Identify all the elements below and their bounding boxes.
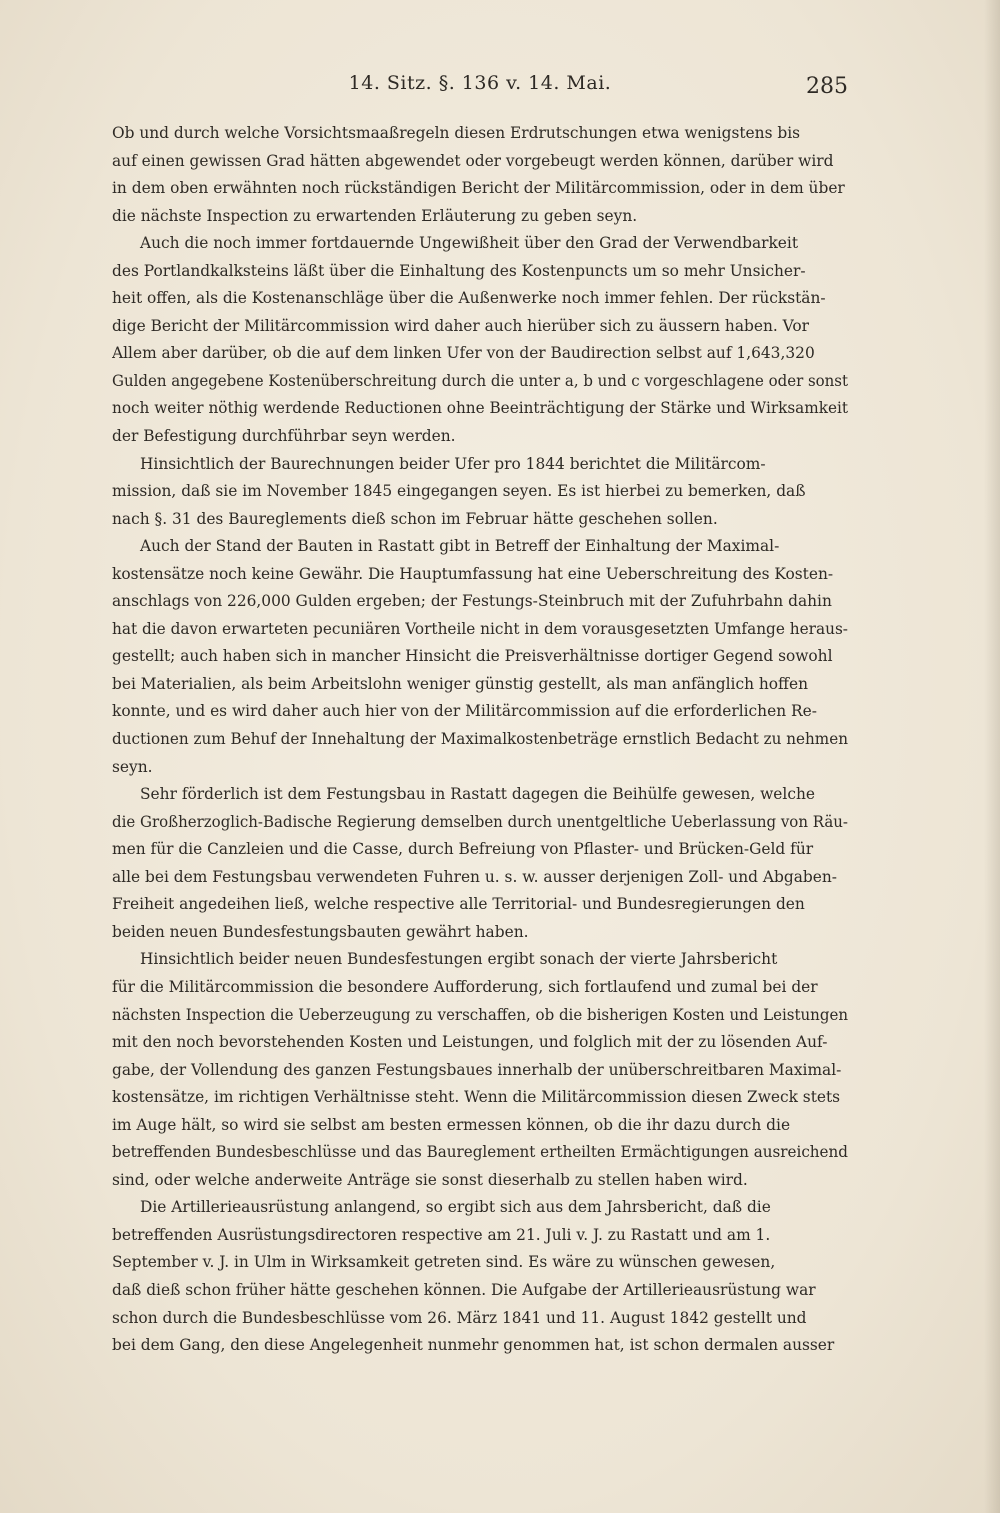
text-line: Auch der Stand der Bauten in Rastatt gibt in Betreff der Einhaltung der Maximal- (140, 537, 780, 556)
text-line: mit den noch bevorstehenden Kosten und Leistungen, und folglich mit der zu lösenden Auf- (112, 1033, 828, 1052)
paragraph (112, 533, 848, 781)
text-line: Freiheit angedeihen ließ, welche respective alle Territorial- und Bundesregierungen den (112, 895, 805, 914)
paragraph (112, 451, 848, 534)
text-line: auf einen gewissen Grad hätten abgewendet oder vorgebeugt werden können, darüber wird (112, 151, 834, 170)
page-header (112, 72, 848, 106)
text-line: kostensätze noch keine Gewähr. Die Hauptumfassung hat eine Ueberschreitung des Kosten- (112, 564, 834, 583)
text-line: betreffenden Ausrüstungsdirectoren respective am 21. Juli v. J. zu Rastatt und am 1. (112, 1225, 771, 1244)
text-line: Die Artillerieausrüstung anlangend, so ergibt sich aus dem Jahrsbericht, daß die (140, 1198, 771, 1217)
text-line: men für die Canzleien und die Casse, durch Befreiung von Pflaster- und Brücken-Geld für (112, 840, 814, 859)
text-line: der Befestigung durchführbar seyn werden. (112, 427, 456, 446)
text-line: Gulden angegebene Kostenüberschreitung durch die unter a, b und c vorgeschlagene oder sonst (112, 371, 848, 390)
text-line: hat die davon erwarteten pecuniären Vortheile nicht in dem vorausgesetzten Umfange heraus- (112, 619, 848, 638)
text-line: gestellt; auch haben sich in mancher Hinsicht die Preisverhältnisse dortiger Gegend sowohl (112, 647, 833, 666)
text-line: konnte, und es wird daher auch hier von der Militärcommission auf die erforderlichen Re- (112, 702, 817, 721)
text-line: seyn. (112, 757, 153, 776)
text-line: bei Materialien, als beim Arbeitslohn weniger günstig gestellt, als man anfänglich hoffen (112, 674, 809, 693)
text-line: die Großherzoglich-Badische Regierung demselben durch unentgeltliche Ueberlassung von Räu- (112, 812, 848, 831)
paragraph (112, 120, 848, 230)
text-line: September v. J. in Ulm in Wirksamkeit getreten sind. Es wäre zu wünschen gewesen, (112, 1253, 776, 1272)
page-edge-shadow (984, 0, 1000, 1513)
text-line: Hinsichtlich beider neuen Bundesfestungen ergibt sonach der vierte Jahrsbericht (140, 950, 778, 969)
text-line: in dem oben erwähnten noch rückständigen Bericht der Militärcommission, oder in dem über (112, 179, 845, 198)
text-line: daß dieß schon früher hätte geschehen können. Die Aufgabe der Artillerieausrüstung war (112, 1280, 816, 1299)
text-line: im Auge hält, so wird sie selbst am besten ermessen können, ob die ihr dazu durch die (112, 1115, 791, 1134)
text-line: kostensätze, im richtigen Verhältnisse steht. Wenn die Militärcommission diesen Zweck stets (112, 1088, 841, 1107)
text-line: Auch die noch immer fortdauernde Ungewißheit über den Grad der Verwendbarkeit (140, 234, 799, 253)
paragraph (112, 781, 848, 946)
text-line: für die Militärcommission die besondere Aufforderung, sich fortlaufend und zumal bei der (112, 977, 818, 996)
text-line: Sehr förderlich ist dem Festungsbau in Rastatt dagegen die Beihülfe gewesen, welche (140, 785, 815, 804)
text-line: des Portlandkalksteins läßt über die Einhaltung des Kostenpuncts um so mehr Unsicher- (112, 261, 806, 280)
text-line: anschlags von 226,000 Gulden ergeben; der Festungs-Steinbruch mit der Zufuhrbahn dahin (112, 592, 832, 611)
text-line: dige Bericht der Militärcommission wird daher auch hierüber sich zu äussern haben. Vor (112, 316, 809, 335)
text-line: nächsten Inspection die Ueberzeugung zu verschaffen, ob die bisherigen Kosten und Leistungen (112, 1005, 848, 1024)
text-line: schon durch die Bundesbeschlüsse vom 26. März 1841 und 11. August 1842 gestellt und (112, 1308, 807, 1327)
text-line: noch weiter nöthig werdende Reductionen ohne Beeinträchtigung der Stärke und Wirksamkeit (112, 399, 848, 418)
text-line: gabe, der Vollendung des ganzen Festungsbaues innerhalb der unüberschreitbaren Maximal- (112, 1060, 842, 1079)
text-line: die nächste Inspection zu erwartenden Erläuterung zu geben seyn. (112, 206, 638, 225)
text-line: nach §. 31 des Baureglements dieß schon im Februar hätte geschehen sollen. (112, 509, 718, 528)
text-line: betreffenden Bundesbeschlüsse und das Baureglement ertheilten Ermächtigungen ausreichend (112, 1143, 848, 1162)
text-line: sind, oder welche anderweite Anträge sie sonst dieserhalb zu stellen haben wird. (112, 1170, 748, 1189)
page-number: 285 (806, 74, 848, 99)
text-line: mission, daß sie im November 1845 eingegangen seyen. Es ist hierbei zu bemerken, daß (112, 482, 806, 501)
text-line: Hinsichtlich der Baurechnungen beider Ufer pro 1844 berichtet die Militärcom- (140, 454, 766, 473)
text-line: Allem aber darüber, ob die auf dem linken Ufer von der Baudirection selbst auf 1,643,320 (112, 344, 815, 363)
text-line: bei dem Gang, den diese Angelegenheit nunmehr genommen hat, ist schon dermalen ausser (112, 1336, 835, 1355)
text-line: Ob und durch welche Vorsichtsmaaßregeln diesen Erdrutschungen etwa wenigstens bis (112, 124, 801, 142)
text-line: beiden neuen Bundesfestungsbauten gewährt haben. (112, 922, 529, 941)
paragraph (112, 946, 848, 1194)
body-text (112, 120, 848, 1360)
paragraph (112, 1194, 848, 1359)
text-line: ductionen zum Behuf der Innehaltung der Maximalkostenbeträge ernstlich Bedacht zu nehmen (112, 730, 848, 749)
text-line: alle bei dem Festungsbau verwendeten Fuhren u. s. w. ausser derjenigen Zoll- und Abgaben- (112, 867, 837, 886)
running-head: 14. Sitz. §. 136 v. 14. Mai. (348, 72, 612, 94)
paragraph (112, 230, 848, 450)
text-line: heit offen, als die Kostenanschläge über die Außenwerke noch immer fehlen. Der rückstän- (112, 289, 826, 308)
